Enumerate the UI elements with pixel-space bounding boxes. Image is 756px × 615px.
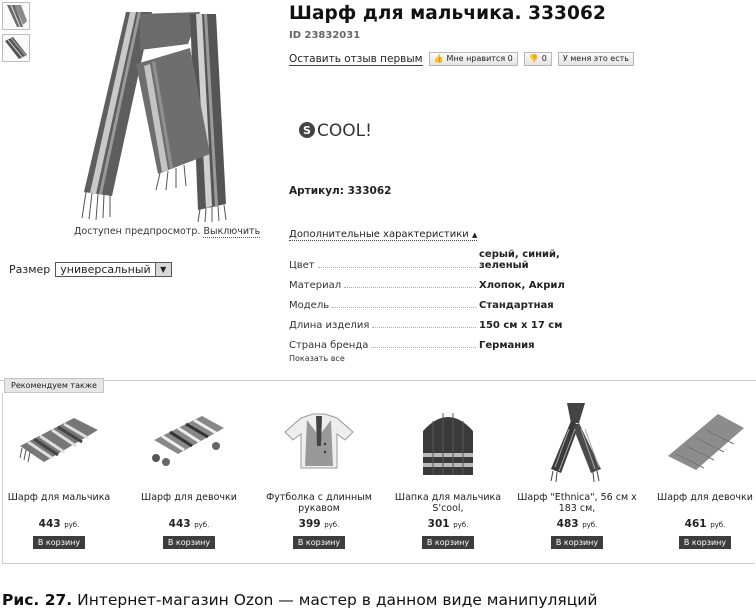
spec-key: Длина изделия xyxy=(289,320,370,331)
spec-value: серый, синий, зеленый xyxy=(479,249,560,271)
shirt-vest-icon[interactable] xyxy=(254,396,384,486)
thumbs-up-icon: 👍 xyxy=(433,54,444,63)
product-price: 443 руб. xyxy=(38,518,80,530)
leave-review-link[interactable]: Оставить отзыв первым xyxy=(289,52,423,65)
spec-value: Германия xyxy=(479,340,535,351)
thumbnail-1[interactable] xyxy=(2,2,30,30)
extra-specs-toggle[interactable] xyxy=(289,229,477,241)
thumbs-down-icon: 👎 xyxy=(528,54,539,63)
review-social-row xyxy=(289,52,634,66)
add-to-cart-button[interactable]: В корзину xyxy=(679,536,731,549)
add-to-cart-button[interactable]: В корзину xyxy=(551,536,603,549)
recommended-item[interactable] xyxy=(512,396,642,549)
size-label: Размер xyxy=(9,263,51,276)
svg-text:COOL!: COOL! xyxy=(317,121,372,141)
chevron-down-icon[interactable]: ▼ xyxy=(155,263,171,276)
product-name[interactable]: Шарф "Ethnica", 56 см х 183 см, xyxy=(517,492,637,514)
product-price: 399 руб. xyxy=(298,518,340,530)
striped-scarf-icon[interactable] xyxy=(0,396,124,486)
spec-row xyxy=(289,271,609,291)
product-title: Шарф для мальчика. 333062 xyxy=(289,3,606,24)
size-selector-row xyxy=(9,262,172,277)
spec-row xyxy=(289,311,609,331)
product-price: 461 руб. xyxy=(684,518,726,530)
recommended-item[interactable] xyxy=(0,396,124,549)
spec-key: Цвет xyxy=(289,260,315,271)
knit-scarf-icon[interactable] xyxy=(640,396,756,486)
have-it-button-label: У меня это есть xyxy=(562,54,629,63)
recommended-tab[interactable]: Рекомендуем также xyxy=(4,378,104,393)
fringe-scarf-icon[interactable] xyxy=(512,396,642,486)
recommended-item[interactable] xyxy=(254,396,384,549)
spec-key: Материал xyxy=(289,280,342,291)
product-main-image xyxy=(40,4,250,224)
size-selected-value: универсальный xyxy=(60,263,151,276)
spec-row xyxy=(289,251,609,271)
extra-specs-title: Дополнительные характеристики xyxy=(289,229,469,240)
recommended-item[interactable] xyxy=(124,396,254,549)
spec-value: 150 см х 17 см xyxy=(479,320,563,331)
recommended-item[interactable] xyxy=(383,396,513,549)
product-price: 483 руб. xyxy=(556,518,598,530)
product-id: ID 23832031 xyxy=(289,30,361,41)
add-to-cart-button[interactable]: В корзину xyxy=(293,536,345,549)
preview-notice xyxy=(74,226,260,237)
have-it-button[interactable] xyxy=(558,52,634,66)
preview-text: Доступен предпросмотр. xyxy=(74,226,201,237)
brand-logo[interactable] xyxy=(298,117,382,147)
product-name[interactable]: Шарф для девочки xyxy=(141,492,237,503)
product-name[interactable]: Шарф для девочки xyxy=(657,492,753,503)
add-to-cart-button[interactable]: В корзину xyxy=(163,536,215,549)
add-to-cart-button[interactable]: В корзину xyxy=(422,536,474,549)
spec-row xyxy=(289,291,609,311)
preview-toggle-link[interactable]: Выключить xyxy=(203,226,261,237)
product-price: 443 руб. xyxy=(168,518,210,530)
recommended-item[interactable] xyxy=(640,396,756,549)
thumbnail-2[interactable] xyxy=(2,34,30,62)
specs-table xyxy=(289,251,609,351)
spec-key: Страна бренда xyxy=(289,340,369,351)
triangle-up-icon: ▲ xyxy=(471,231,478,239)
spec-key: Модель xyxy=(289,300,330,311)
spec-value: Хлопок, Акрил xyxy=(479,280,565,291)
figure-number: Рис. 27. xyxy=(2,591,73,609)
spec-value: Стандартная xyxy=(479,300,554,311)
show-all-link[interactable]: Показать все xyxy=(289,354,345,363)
article-number: Артикул: 333062 xyxy=(289,185,392,197)
spec-row xyxy=(289,331,609,351)
figure-caption xyxy=(2,591,597,609)
product-name[interactable]: Футболка с длинным рукавом xyxy=(266,492,372,514)
like-button-label: Мне нравится 0 xyxy=(446,54,513,63)
product-name[interactable]: Шапка для мальчика S'cool, xyxy=(394,492,502,514)
beanie-icon[interactable] xyxy=(383,396,513,486)
figure-text: Интернет-магазин Ozon — мастер в данном виде манипуляций xyxy=(77,591,598,609)
svg-text:S: S xyxy=(303,124,311,137)
striped-scarf-icon[interactable] xyxy=(124,396,254,486)
product-name[interactable]: Шарф для мальчика xyxy=(7,492,111,503)
size-select[interactable] xyxy=(55,262,171,277)
like-button[interactable] xyxy=(429,52,518,66)
product-price: 301 руб. xyxy=(427,518,469,530)
add-to-cart-button[interactable]: В корзину xyxy=(33,536,85,549)
dislike-button[interactable] xyxy=(524,52,552,66)
dislike-button-label: 0 xyxy=(541,54,547,63)
